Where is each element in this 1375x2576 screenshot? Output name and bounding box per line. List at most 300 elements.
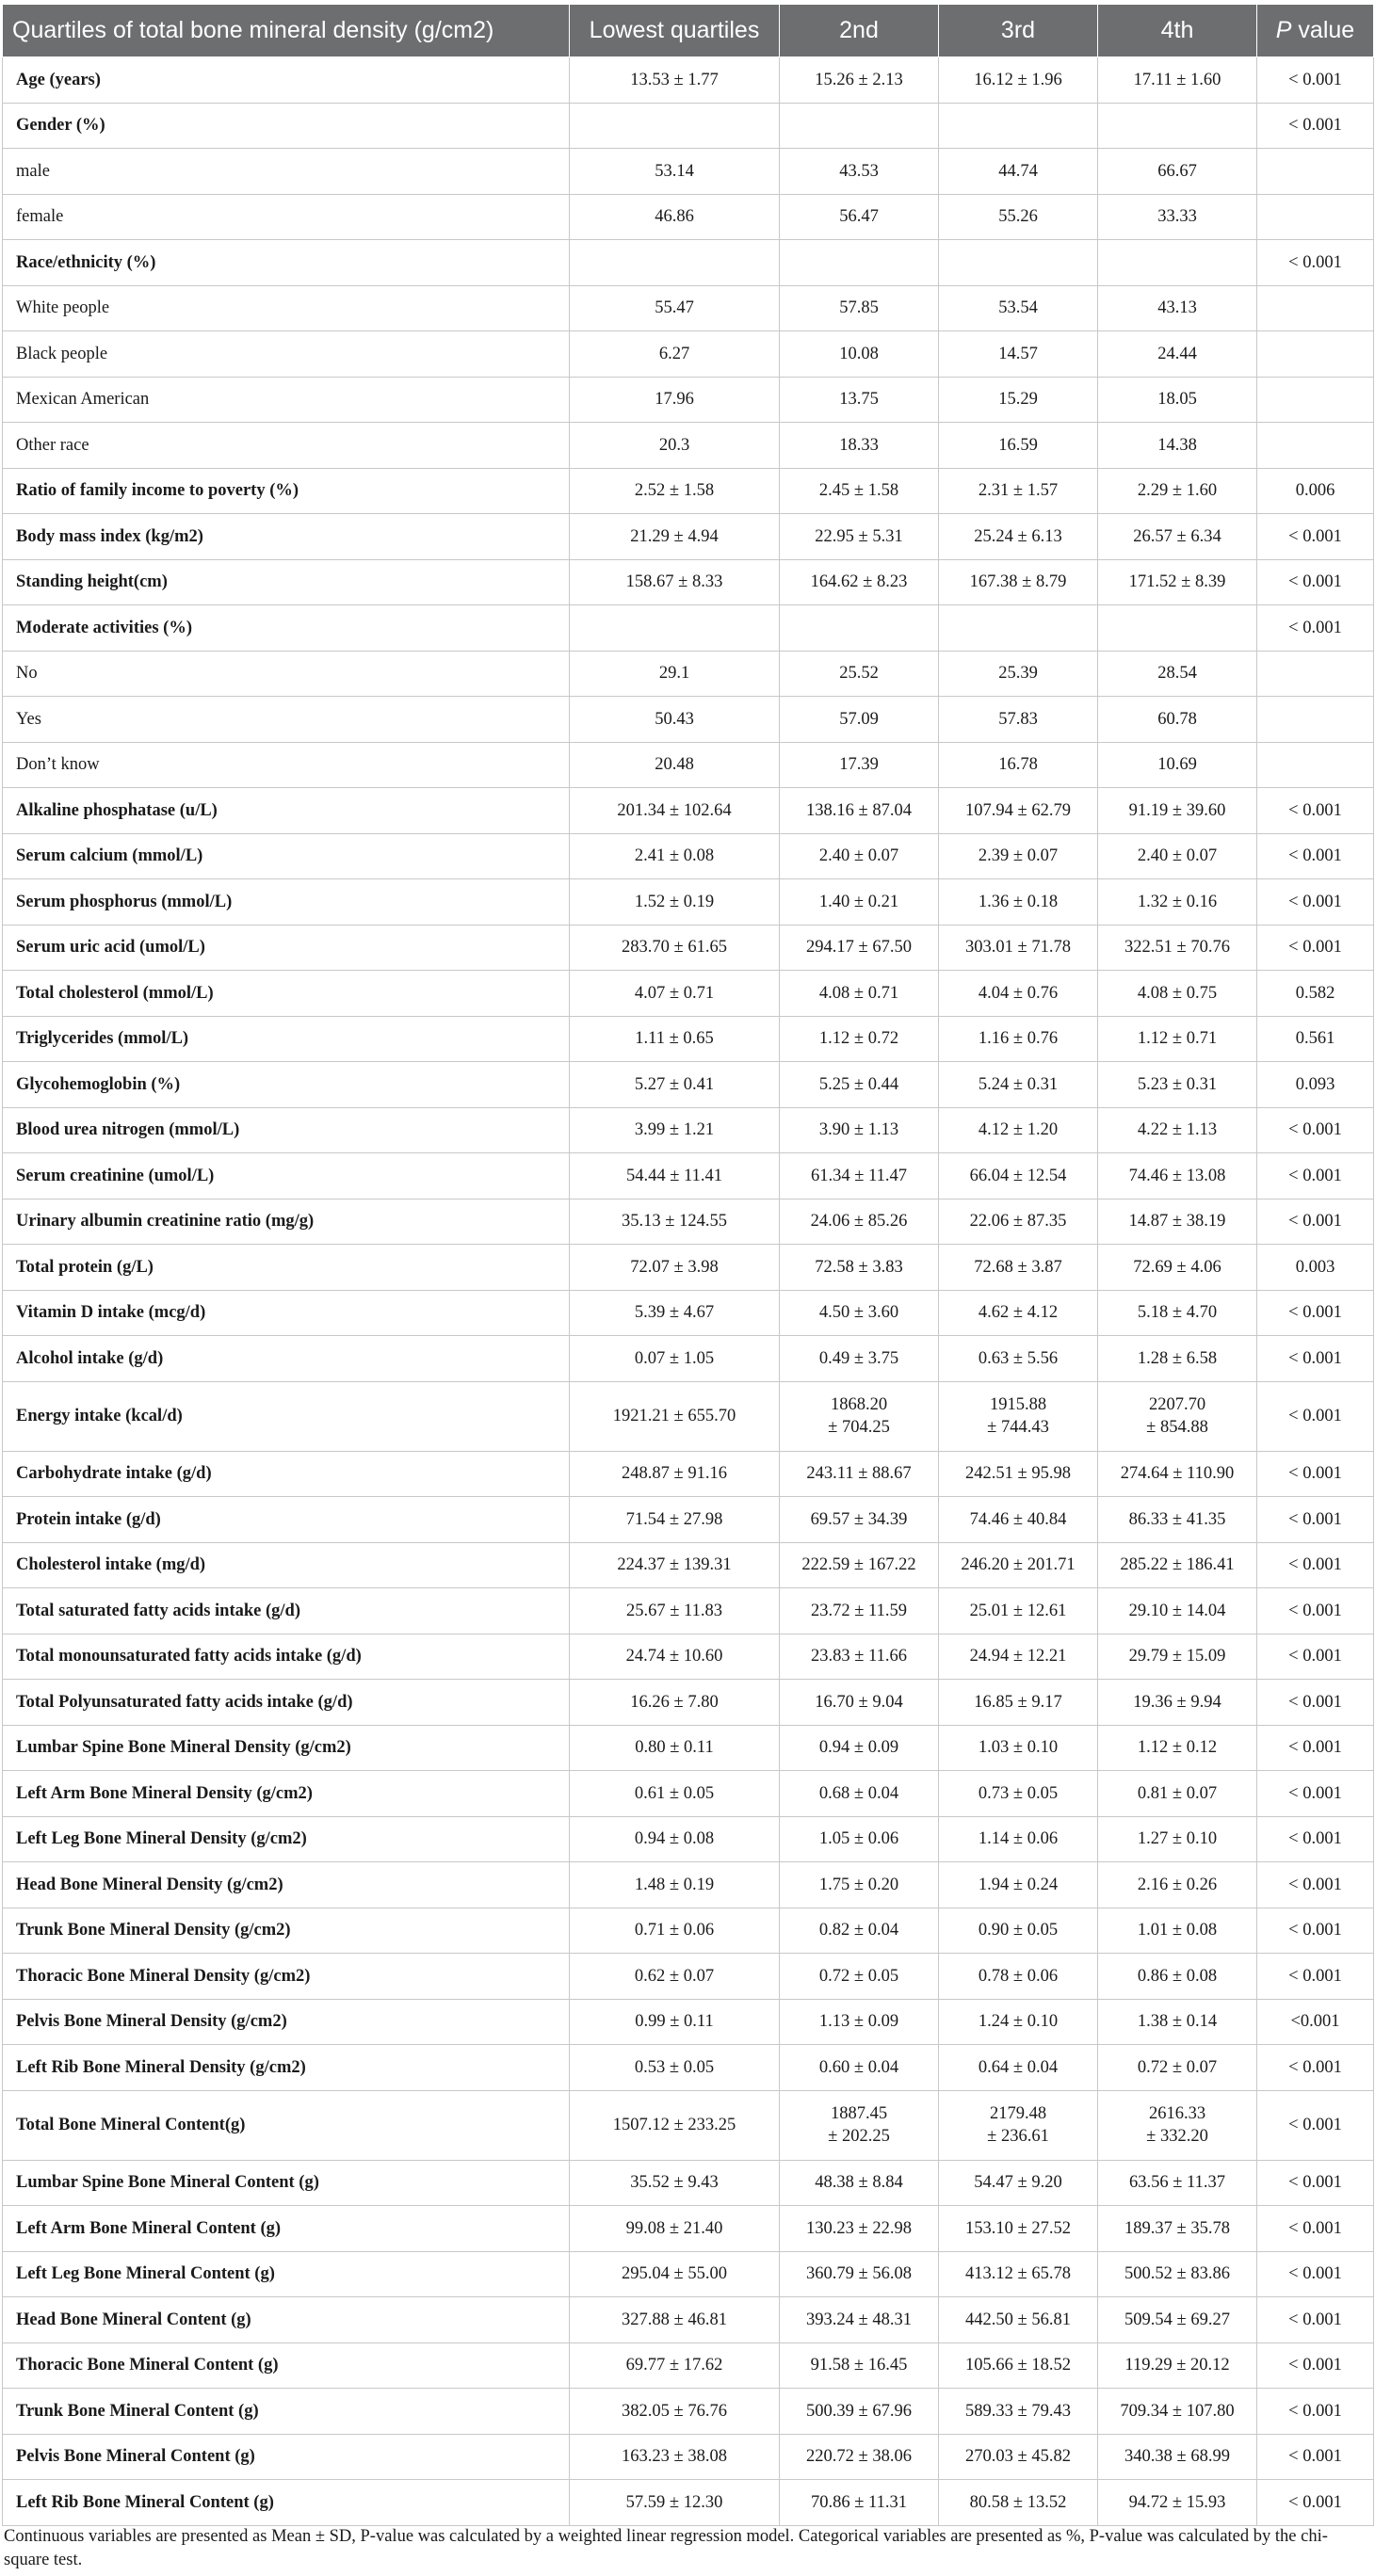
row-label: Total Bone Mineral Content(g) — [3, 2090, 570, 2160]
cell-2nd-quartile: 393.24 ± 48.31 — [780, 2297, 939, 2343]
cell-lowest-quartile: 382.05 ± 76.76 — [570, 2389, 780, 2435]
cell-3rd-quartile — [939, 605, 1098, 652]
table-row — [3, 2090, 1374, 2160]
cell-2nd-quartile: 4.08 ± 0.71 — [780, 971, 939, 1017]
cell-4th-quartile: 2616.33 ± 332.20 — [1098, 2090, 1257, 2160]
cell-4th-quartile: 14.87 ± 38.19 — [1098, 1199, 1257, 1245]
cell-4th-quartile: 1.27 ± 0.10 — [1098, 1816, 1257, 1862]
table-row — [3, 149, 1374, 195]
cell-3rd-quartile: 303.01 ± 71.78 — [939, 925, 1098, 971]
cell-4th-quartile: 14.38 — [1098, 423, 1257, 469]
row-label: Energy intake (kcal/d) — [3, 1381, 570, 1451]
cell-4th-quartile: 709.34 ± 107.80 — [1098, 2389, 1257, 2435]
table-row — [3, 788, 1374, 834]
cell-lowest-quartile: 5.39 ± 4.67 — [570, 1290, 780, 1336]
cell-3rd-quartile: 15.29 — [939, 377, 1098, 423]
table-row — [3, 2389, 1374, 2435]
cell-3rd-quartile: 1.03 ± 0.10 — [939, 1725, 1098, 1771]
cell-lowest-quartile: 283.70 ± 61.65 — [570, 925, 780, 971]
cell-lowest-quartile: 0.99 ± 0.11 — [570, 1999, 780, 2045]
cell-4th-quartile: 29.79 ± 15.09 — [1098, 1634, 1257, 1680]
cell-lowest-quartile: 0.62 ± 0.07 — [570, 1954, 780, 2000]
cell-p-value: < 0.001 — [1257, 1153, 1374, 1199]
cell-3rd-quartile: 14.57 — [939, 331, 1098, 378]
cell-lowest-quartile: 1921.21 ± 655.70 — [570, 1381, 780, 1451]
cell-3rd-quartile: 1915.88 ± 744.43 — [939, 1381, 1098, 1451]
cell-p-value — [1257, 285, 1374, 331]
cell-lowest-quartile: 46.86 — [570, 194, 780, 240]
row-label: Lumbar Spine Bone Mineral Density (g/cm2) — [3, 1725, 570, 1771]
header-p-rest: value — [1291, 17, 1355, 43]
cell-3rd-quartile: 2179.48 ± 236.61 — [939, 2090, 1098, 2160]
cell-4th-quartile: 0.81 ± 0.07 — [1098, 1771, 1257, 1817]
cell-lowest-quartile — [570, 605, 780, 652]
cell-3rd-quartile: 24.94 ± 12.21 — [939, 1634, 1098, 1680]
cell-p-value: < 0.001 — [1257, 1542, 1374, 1588]
cell-4th-quartile: 274.64 ± 110.90 — [1098, 1451, 1257, 1497]
cell-2nd-quartile: 61.34 ± 11.47 — [780, 1153, 939, 1199]
row-label: Black people — [3, 331, 570, 378]
cell-lowest-quartile: 53.14 — [570, 149, 780, 195]
cell-lowest-quartile: 1.48 ± 0.19 — [570, 1862, 780, 1908]
table-row — [3, 697, 1374, 743]
table-row — [3, 2434, 1374, 2480]
cell-p-value — [1257, 194, 1374, 240]
cell-4th-quartile: 0.72 ± 0.07 — [1098, 2045, 1257, 2091]
cell-p-value: < 0.001 — [1257, 103, 1374, 149]
row-label: Mexican American — [3, 377, 570, 423]
table-row — [3, 833, 1374, 879]
cell-3rd-quartile: 16.12 ± 1.96 — [939, 57, 1098, 104]
table-row — [3, 57, 1374, 104]
cell-2nd-quartile: 138.16 ± 87.04 — [780, 788, 939, 834]
cell-4th-quartile: 0.86 ± 0.08 — [1098, 1954, 1257, 2000]
cell-4th-quartile: 2207.70 ± 854.88 — [1098, 1381, 1257, 1451]
header-3rd-quartile: 3rd — [939, 5, 1098, 57]
cell-lowest-quartile: 0.71 ± 0.06 — [570, 1908, 780, 1954]
cell-4th-quartile: 322.51 ± 70.76 — [1098, 925, 1257, 971]
table-row — [3, 1153, 1374, 1199]
row-label: Total saturated fatty acids intake (g/d) — [3, 1588, 570, 1634]
cell-2nd-quartile: 130.23 ± 22.98 — [780, 2206, 939, 2252]
row-label: Urinary albumin creatinine ratio (mg/g) — [3, 1199, 570, 1245]
cell-p-value: < 0.001 — [1257, 1954, 1374, 2000]
row-label: Left Leg Bone Mineral Content (g) — [3, 2251, 570, 2297]
table-row — [3, 1199, 1374, 1245]
cell-4th-quartile — [1098, 103, 1257, 149]
cell-3rd-quartile: 25.39 — [939, 651, 1098, 697]
cell-3rd-quartile: 1.94 ± 0.24 — [939, 1862, 1098, 1908]
cell-p-value: < 0.001 — [1257, 1336, 1374, 1382]
cell-p-value: < 0.001 — [1257, 1725, 1374, 1771]
table-row — [3, 1381, 1374, 1451]
header-variable: Quartiles of total bone mineral density (g/cm2) — [3, 5, 570, 57]
cell-p-value: < 0.001 — [1257, 788, 1374, 834]
table-row — [3, 1245, 1374, 1291]
cell-3rd-quartile: 5.24 ± 0.31 — [939, 1062, 1098, 1108]
cell-4th-quartile: 72.69 ± 4.06 — [1098, 1245, 1257, 1291]
table-row — [3, 2251, 1374, 2297]
cell-2nd-quartile — [780, 605, 939, 652]
data-table — [2, 4, 1374, 2526]
cell-lowest-quartile: 295.04 ± 55.00 — [570, 2251, 780, 2297]
cell-p-value: < 0.001 — [1257, 1816, 1374, 1862]
cell-p-value: < 0.001 — [1257, 2297, 1374, 2343]
cell-2nd-quartile: 220.72 ± 38.06 — [780, 2434, 939, 2480]
row-label: Serum calcium (mmol/L) — [3, 833, 570, 879]
cell-3rd-quartile: 1.14 ± 0.06 — [939, 1816, 1098, 1862]
cell-p-value — [1257, 697, 1374, 743]
cell-lowest-quartile: 0.53 ± 0.05 — [570, 2045, 780, 2091]
table-row — [3, 1451, 1374, 1497]
cell-4th-quartile: 189.37 ± 35.78 — [1098, 2206, 1257, 2252]
cell-p-value: 0.006 — [1257, 468, 1374, 514]
cell-3rd-quartile: 270.03 ± 45.82 — [939, 2434, 1098, 2480]
table-row — [3, 559, 1374, 605]
cell-2nd-quartile — [780, 240, 939, 286]
cell-2nd-quartile: 24.06 ± 85.26 — [780, 1199, 939, 1245]
cell-p-value: < 0.001 — [1257, 2389, 1374, 2435]
header-2nd-quartile: 2nd — [780, 5, 939, 57]
cell-3rd-quartile: 0.78 ± 0.06 — [939, 1954, 1098, 2000]
table-row — [3, 2480, 1374, 2526]
cell-4th-quartile: 33.33 — [1098, 194, 1257, 240]
cell-p-value: <0.001 — [1257, 1999, 1374, 2045]
table-row — [3, 2045, 1374, 2091]
cell-p-value: < 0.001 — [1257, 1908, 1374, 1954]
cell-3rd-quartile: 0.64 ± 0.04 — [939, 2045, 1098, 2091]
cell-2nd-quartile: 4.50 ± 3.60 — [780, 1290, 939, 1336]
cell-p-value — [1257, 331, 1374, 378]
row-label: Don’t know — [3, 742, 570, 788]
row-label: Blood urea nitrogen (mmol/L) — [3, 1107, 570, 1153]
cell-2nd-quartile: 23.83 ± 11.66 — [780, 1634, 939, 1680]
cell-p-value: < 0.001 — [1257, 1771, 1374, 1817]
row-label: Total cholesterol (mmol/L) — [3, 971, 570, 1017]
table-row — [3, 925, 1374, 971]
cell-2nd-quartile: 0.60 ± 0.04 — [780, 2045, 939, 2091]
cell-3rd-quartile: 25.01 ± 12.61 — [939, 1588, 1098, 1634]
cell-lowest-quartile: 24.74 ± 10.60 — [570, 1634, 780, 1680]
table-row — [3, 1954, 1374, 2000]
row-label: Head Bone Mineral Density (g/cm2) — [3, 1862, 570, 1908]
cell-p-value: < 0.001 — [1257, 1680, 1374, 1726]
header-lowest-quartile: Lowest quartiles — [570, 5, 780, 57]
cell-lowest-quartile: 5.27 ± 0.41 — [570, 1062, 780, 1108]
table-row — [3, 879, 1374, 926]
cell-4th-quartile: 1.38 ± 0.14 — [1098, 1999, 1257, 2045]
cell-lowest-quartile: 69.77 ± 17.62 — [570, 2343, 780, 2389]
cell-3rd-quartile: 16.85 ± 9.17 — [939, 1680, 1098, 1726]
cell-lowest-quartile: 4.07 ± 0.71 — [570, 971, 780, 1017]
table-row — [3, 423, 1374, 469]
cell-p-value: < 0.001 — [1257, 2090, 1374, 2160]
cell-lowest-quartile: 50.43 — [570, 697, 780, 743]
cell-3rd-quartile: 413.12 ± 65.78 — [939, 2251, 1098, 2297]
cell-p-value: < 0.001 — [1257, 879, 1374, 926]
cell-p-value: 0.093 — [1257, 1062, 1374, 1108]
cell-3rd-quartile: 242.51 ± 95.98 — [939, 1451, 1098, 1497]
cell-lowest-quartile: 2.41 ± 0.08 — [570, 833, 780, 879]
table-row — [3, 1016, 1374, 1062]
cell-lowest-quartile: 6.27 — [570, 331, 780, 378]
cell-2nd-quartile: 16.70 ± 9.04 — [780, 1680, 939, 1726]
cell-lowest-quartile: 20.48 — [570, 742, 780, 788]
cell-lowest-quartile: 158.67 ± 8.33 — [570, 559, 780, 605]
table-row — [3, 103, 1374, 149]
cell-p-value: < 0.001 — [1257, 514, 1374, 560]
cell-2nd-quartile: 69.57 ± 34.39 — [780, 1497, 939, 1543]
cell-2nd-quartile: 25.52 — [780, 651, 939, 697]
cell-p-value: < 0.001 — [1257, 833, 1374, 879]
row-label: Cholesterol intake (mg/d) — [3, 1542, 570, 1588]
cell-lowest-quartile: 201.34 ± 102.64 — [570, 788, 780, 834]
cell-p-value: < 0.001 — [1257, 1862, 1374, 1908]
cell-3rd-quartile: 589.33 ± 79.43 — [939, 2389, 1098, 2435]
header-p-value — [1257, 5, 1374, 57]
row-label: White people — [3, 285, 570, 331]
cell-p-value: < 0.001 — [1257, 1588, 1374, 1634]
cell-p-value: < 0.001 — [1257, 605, 1374, 652]
cell-p-value: < 0.001 — [1257, 1290, 1374, 1336]
cell-4th-quartile: 1.01 ± 0.08 — [1098, 1908, 1257, 1954]
cell-2nd-quartile: 22.95 ± 5.31 — [780, 514, 939, 560]
cell-p-value: < 0.001 — [1257, 1634, 1374, 1680]
table-row — [3, 240, 1374, 286]
cell-p-value — [1257, 423, 1374, 469]
table-row — [3, 194, 1374, 240]
cell-p-value: < 0.001 — [1257, 2251, 1374, 2297]
cell-3rd-quartile: 167.38 ± 8.79 — [939, 559, 1098, 605]
cell-4th-quartile: 66.67 — [1098, 149, 1257, 195]
cell-2nd-quartile — [780, 103, 939, 149]
table-row — [3, 1680, 1374, 1726]
cell-p-value: < 0.001 — [1257, 1451, 1374, 1497]
cell-3rd-quartile: 80.58 ± 13.52 — [939, 2480, 1098, 2526]
cell-lowest-quartile: 0.07 ± 1.05 — [570, 1336, 780, 1382]
cell-2nd-quartile: 72.58 ± 3.83 — [780, 1245, 939, 1291]
row-label: male — [3, 149, 570, 195]
cell-3rd-quartile: 4.12 ± 1.20 — [939, 1107, 1098, 1153]
row-label: Total monounsaturated fatty acids intake (g/d) — [3, 1634, 570, 1680]
cell-lowest-quartile: 17.96 — [570, 377, 780, 423]
cell-lowest-quartile: 25.67 ± 11.83 — [570, 1588, 780, 1634]
cell-lowest-quartile: 54.44 ± 11.41 — [570, 1153, 780, 1199]
row-label: Head Bone Mineral Content (g) — [3, 2297, 570, 2343]
cell-lowest-quartile: 163.23 ± 38.08 — [570, 2434, 780, 2480]
cell-2nd-quartile: 1868.20 ± 704.25 — [780, 1381, 939, 1451]
cell-4th-quartile: 4.22 ± 1.13 — [1098, 1107, 1257, 1153]
cell-4th-quartile: 74.46 ± 13.08 — [1098, 1153, 1257, 1199]
cell-3rd-quartile — [939, 103, 1098, 149]
cell-2nd-quartile: 1.13 ± 0.09 — [780, 1999, 939, 2045]
cell-4th-quartile: 29.10 ± 14.04 — [1098, 1588, 1257, 1634]
row-label: Yes — [3, 697, 570, 743]
cell-3rd-quartile: 1.24 ± 0.10 — [939, 1999, 1098, 2045]
header-p-italic: P — [1275, 17, 1292, 43]
cell-lowest-quartile: 71.54 ± 27.98 — [570, 1497, 780, 1543]
cell-p-value: < 0.001 — [1257, 1497, 1374, 1543]
cell-lowest-quartile: 3.99 ± 1.21 — [570, 1107, 780, 1153]
cell-3rd-quartile: 16.78 — [939, 742, 1098, 788]
cell-lowest-quartile: 1.11 ± 0.65 — [570, 1016, 780, 1062]
table-row — [3, 1999, 1374, 2045]
cell-2nd-quartile: 15.26 ± 2.13 — [780, 57, 939, 104]
row-label: Triglycerides (mmol/L) — [3, 1016, 570, 1062]
cell-p-value: < 0.001 — [1257, 2480, 1374, 2526]
table-row — [3, 1107, 1374, 1153]
cell-p-value — [1257, 651, 1374, 697]
cell-p-value: < 0.001 — [1257, 2434, 1374, 2480]
cell-4th-quartile: 28.54 — [1098, 651, 1257, 697]
table-row — [3, 331, 1374, 378]
table-row — [3, 1542, 1374, 1588]
table-row — [3, 377, 1374, 423]
cell-3rd-quartile: 74.46 ± 40.84 — [939, 1497, 1098, 1543]
cell-p-value: < 0.001 — [1257, 240, 1374, 286]
cell-lowest-quartile: 72.07 ± 3.98 — [570, 1245, 780, 1291]
table-row — [3, 2160, 1374, 2206]
cell-lowest-quartile: 2.52 ± 1.58 — [570, 468, 780, 514]
row-label: Thoracic Bone Mineral Content (g) — [3, 2343, 570, 2389]
row-label: Alkaline phosphatase (u/L) — [3, 788, 570, 834]
cell-p-value: < 0.001 — [1257, 1107, 1374, 1153]
cell-2nd-quartile: 17.39 — [780, 742, 939, 788]
row-label: Pelvis Bone Mineral Density (g/cm2) — [3, 1999, 570, 2045]
row-label: Left Leg Bone Mineral Density (g/cm2) — [3, 1816, 570, 1862]
row-label: Serum uric acid (umol/L) — [3, 925, 570, 971]
row-label: Left Arm Bone Mineral Content (g) — [3, 2206, 570, 2252]
cell-p-value — [1257, 742, 1374, 788]
row-label: Vitamin D intake (mcg/d) — [3, 1290, 570, 1336]
cell-p-value: 0.003 — [1257, 1245, 1374, 1291]
row-label: No — [3, 651, 570, 697]
table-row — [3, 1497, 1374, 1543]
row-label: Left Rib Bone Mineral Content (g) — [3, 2480, 570, 2526]
table-row — [3, 2343, 1374, 2389]
table-row — [3, 2206, 1374, 2252]
table-row — [3, 1725, 1374, 1771]
row-label: Ratio of family income to poverty (%) — [3, 468, 570, 514]
cell-4th-quartile: 119.29 ± 20.12 — [1098, 2343, 1257, 2389]
row-label: Total protein (g/L) — [3, 1245, 570, 1291]
cell-4th-quartile: 5.23 ± 0.31 — [1098, 1062, 1257, 1108]
cell-2nd-quartile: 57.09 — [780, 697, 939, 743]
cell-p-value: < 0.001 — [1257, 2343, 1374, 2389]
cell-4th-quartile: 2.16 ± 0.26 — [1098, 1862, 1257, 1908]
cell-4th-quartile: 171.52 ± 8.39 — [1098, 559, 1257, 605]
cell-3rd-quartile: 16.59 — [939, 423, 1098, 469]
cell-2nd-quartile: 243.11 ± 88.67 — [780, 1451, 939, 1497]
row-label: Protein intake (g/d) — [3, 1497, 570, 1543]
row-label: female — [3, 194, 570, 240]
table-row — [3, 1588, 1374, 1634]
cell-3rd-quartile: 1.36 ± 0.18 — [939, 879, 1098, 926]
cell-3rd-quartile: 107.94 ± 62.79 — [939, 788, 1098, 834]
cell-lowest-quartile: 99.08 ± 21.40 — [570, 2206, 780, 2252]
cell-2nd-quartile: 0.49 ± 3.75 — [780, 1336, 939, 1382]
cell-2nd-quartile: 2.45 ± 1.58 — [780, 468, 939, 514]
row-label: Glycohemoglobin (%) — [3, 1062, 570, 1108]
cell-lowest-quartile: 16.26 ± 7.80 — [570, 1680, 780, 1726]
cell-2nd-quartile: 294.17 ± 67.50 — [780, 925, 939, 971]
cell-4th-quartile: 285.22 ± 186.41 — [1098, 1542, 1257, 1588]
cell-3rd-quartile: 2.39 ± 0.07 — [939, 833, 1098, 879]
cell-2nd-quartile: 2.40 ± 0.07 — [780, 833, 939, 879]
table-row — [3, 651, 1374, 697]
cell-4th-quartile: 500.52 ± 83.86 — [1098, 2251, 1257, 2297]
cell-3rd-quartile: 55.26 — [939, 194, 1098, 240]
cell-3rd-quartile: 44.74 — [939, 149, 1098, 195]
cell-4th-quartile: 1.32 ± 0.16 — [1098, 879, 1257, 926]
row-label: Trunk Bone Mineral Density (g/cm2) — [3, 1908, 570, 1954]
cell-4th-quartile — [1098, 605, 1257, 652]
cell-lowest-quartile: 57.59 ± 12.30 — [570, 2480, 780, 2526]
cell-2nd-quartile: 164.62 ± 8.23 — [780, 559, 939, 605]
cell-3rd-quartile — [939, 240, 1098, 286]
cell-3rd-quartile: 4.62 ± 4.12 — [939, 1290, 1098, 1336]
row-label: Pelvis Bone Mineral Content (g) — [3, 2434, 570, 2480]
table-row — [3, 468, 1374, 514]
cell-4th-quartile: 5.18 ± 4.70 — [1098, 1290, 1257, 1336]
cell-p-value: < 0.001 — [1257, 2160, 1374, 2206]
cell-lowest-quartile — [570, 103, 780, 149]
cell-4th-quartile: 18.05 — [1098, 377, 1257, 423]
row-label: Body mass index (kg/m2) — [3, 514, 570, 560]
row-label: Left Rib Bone Mineral Density (g/cm2) — [3, 2045, 570, 2091]
table-body — [3, 57, 1374, 2526]
cell-2nd-quartile: 5.25 ± 0.44 — [780, 1062, 939, 1108]
cell-4th-quartile: 91.19 ± 39.60 — [1098, 788, 1257, 834]
cell-4th-quartile: 19.36 ± 9.94 — [1098, 1680, 1257, 1726]
cell-p-value — [1257, 377, 1374, 423]
row-label: Age (years) — [3, 57, 570, 104]
cell-lowest-quartile: 20.3 — [570, 423, 780, 469]
row-label: Trunk Bone Mineral Content (g) — [3, 2389, 570, 2435]
cell-4th-quartile: 509.54 ± 69.27 — [1098, 2297, 1257, 2343]
table-row — [3, 1336, 1374, 1382]
cell-2nd-quartile: 3.90 ± 1.13 — [780, 1107, 939, 1153]
cell-lowest-quartile: 327.88 ± 46.81 — [570, 2297, 780, 2343]
cell-lowest-quartile: 35.52 ± 9.43 — [570, 2160, 780, 2206]
cell-2nd-quartile: 1.75 ± 0.20 — [780, 1862, 939, 1908]
row-label: Other race — [3, 423, 570, 469]
cell-p-value: < 0.001 — [1257, 1381, 1374, 1451]
cell-2nd-quartile: 0.68 ± 0.04 — [780, 1771, 939, 1817]
table-row — [3, 2297, 1374, 2343]
cell-3rd-quartile: 1.16 ± 0.76 — [939, 1016, 1098, 1062]
cell-2nd-quartile: 70.86 ± 11.31 — [780, 2480, 939, 2526]
cell-4th-quartile: 10.69 — [1098, 742, 1257, 788]
cell-4th-quartile: 1.12 ± 0.71 — [1098, 1016, 1257, 1062]
table-row — [3, 1816, 1374, 1862]
cell-3rd-quartile: 66.04 ± 12.54 — [939, 1153, 1098, 1199]
cell-p-value: < 0.001 — [1257, 1199, 1374, 1245]
table-row — [3, 1290, 1374, 1336]
header-4th-quartile: 4th — [1098, 5, 1257, 57]
cell-4th-quartile: 1.28 ± 6.58 — [1098, 1336, 1257, 1382]
row-label: Alcohol intake (g/d) — [3, 1336, 570, 1382]
cell-3rd-quartile: 2.31 ± 1.57 — [939, 468, 1098, 514]
table-row — [3, 742, 1374, 788]
cell-lowest-quartile: 224.37 ± 139.31 — [570, 1542, 780, 1588]
cell-3rd-quartile: 57.83 — [939, 697, 1098, 743]
cell-3rd-quartile: 53.54 — [939, 285, 1098, 331]
cell-4th-quartile: 94.72 ± 15.93 — [1098, 2480, 1257, 2526]
cell-4th-quartile: 60.78 — [1098, 697, 1257, 743]
cell-3rd-quartile: 72.68 ± 3.87 — [939, 1245, 1098, 1291]
cell-lowest-quartile: 1.52 ± 0.19 — [570, 879, 780, 926]
